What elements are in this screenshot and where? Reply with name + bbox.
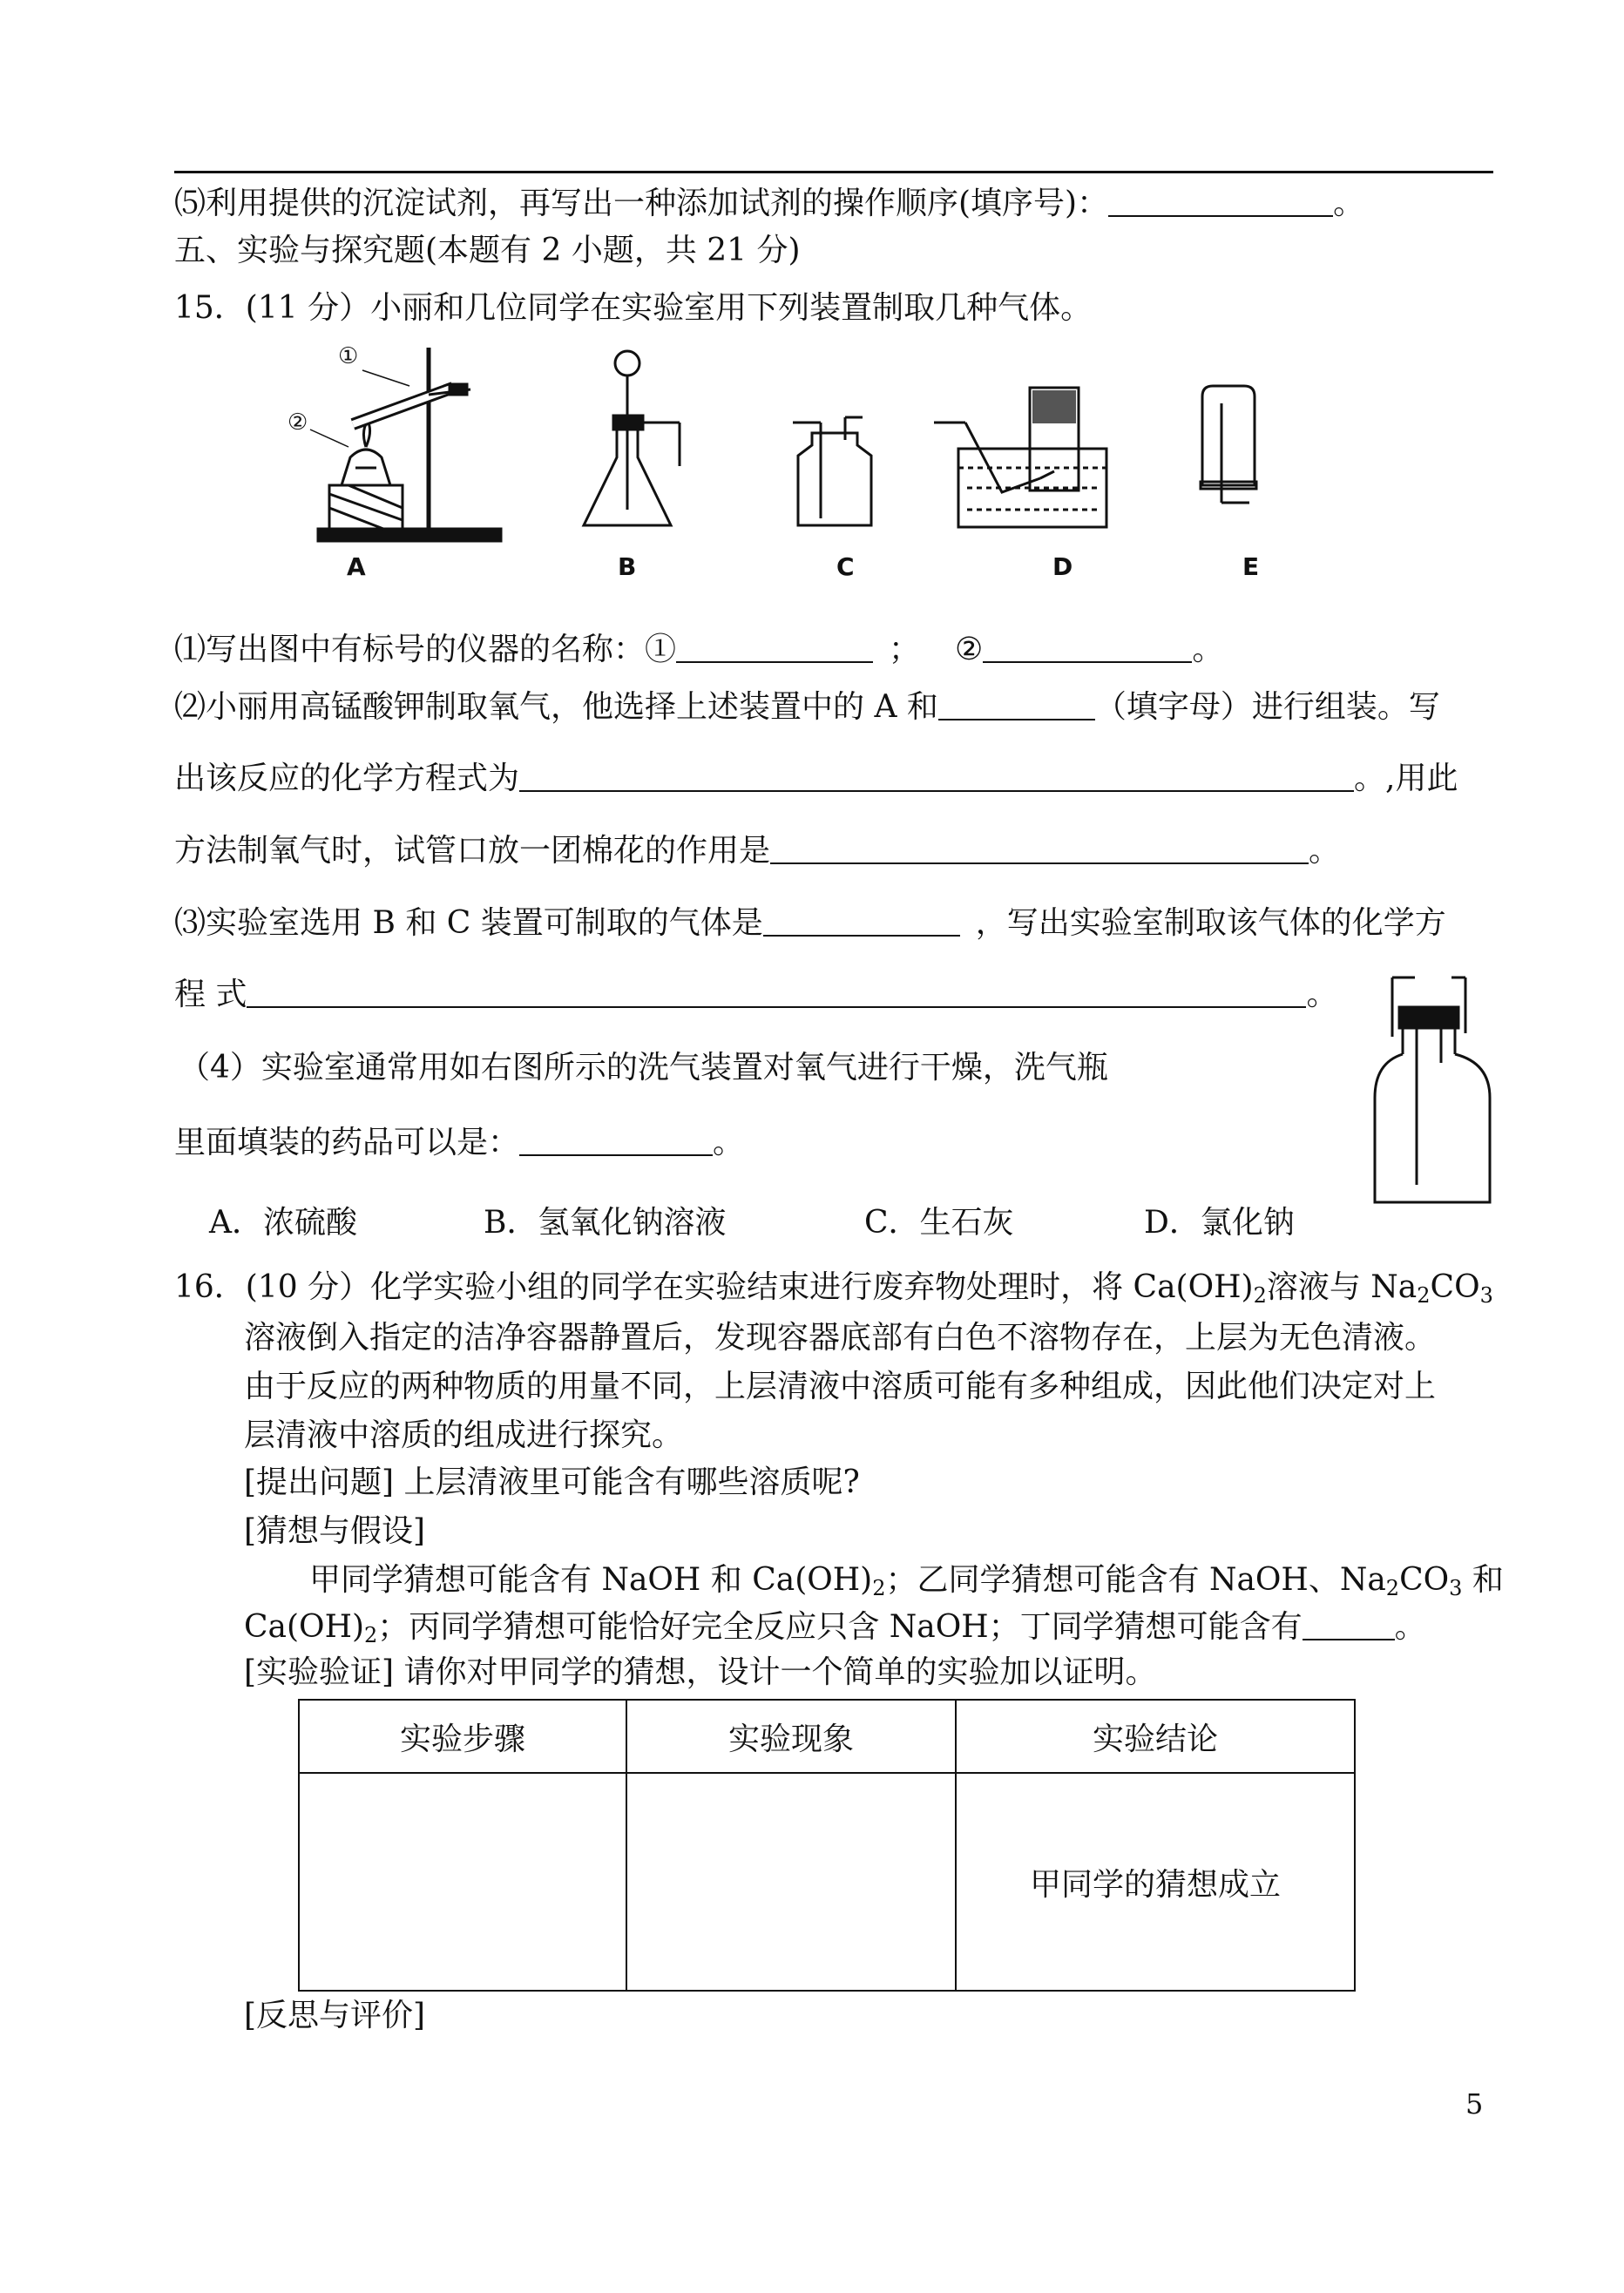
answer-blank[interactable] bbox=[1303, 1609, 1395, 1640]
figure-label-d: D bbox=[1052, 552, 1073, 581]
answer-blank[interactable] bbox=[519, 1125, 713, 1156]
question-16-hypothesis-line2: $Ca(OH)_2$；丙同学猜想可能恰好完全反应只含 NaOH；丁同学猜想可能含有 。 bbox=[244, 1609, 1426, 1647]
table-cell-conclusion: 甲同学的猜想成立 bbox=[956, 1773, 1355, 1991]
q15-part2-equation: 出该反应的化学方程式为 。,用此 bbox=[174, 761, 1458, 796]
header-rule bbox=[174, 171, 1493, 173]
option-a[interactable]: A．浓硫酸 bbox=[209, 1205, 357, 1241]
option-d[interactable]: D．氯化钠 bbox=[1144, 1205, 1295, 1241]
answer-blank[interactable] bbox=[770, 833, 1309, 864]
option-c[interactable]: C．生石灰 bbox=[864, 1205, 1014, 1241]
figure-label-e: E bbox=[1242, 552, 1260, 581]
apparatus-b bbox=[584, 351, 680, 525]
marker-2: ② bbox=[288, 409, 308, 436]
q15-part3-equation: 程 式 。 bbox=[174, 977, 1338, 1012]
question-15-title: 15．(11 分）小丽和几位同学在实验室用下列装置制取几种气体。 bbox=[174, 290, 1093, 326]
table-header-steps: 实验步骤 bbox=[299, 1700, 626, 1773]
answer-blank[interactable] bbox=[983, 632, 1192, 663]
apparatus-figure bbox=[288, 335, 1316, 588]
apparatus-c bbox=[793, 417, 871, 525]
section-title: 五、实验与探究题(本题有 2 小题，共 21 分) bbox=[174, 233, 801, 268]
question-16-line4: 层清液中溶质的组成进行探究。 bbox=[244, 1417, 684, 1453]
answer-blank[interactable] bbox=[938, 689, 1095, 720]
gas-washing-bottle-figure bbox=[1368, 967, 1499, 1211]
table-cell-phenomenon[interactable] bbox=[626, 1773, 956, 1991]
question-16-line1: 16．(10 分）化学实验小组的同学在实验结束进行废弃物处理时，将 $Ca(OH)_2$溶液与 $Na_2CO_3$ bbox=[174, 1269, 1493, 1308]
q5-line: ⑸利用提供的沉淀试剂，再写出一种添加试剂的操作顺序(填序号)： 。 bbox=[174, 186, 1365, 221]
question-16-hypothesis-title: [猜想与假设] bbox=[244, 1513, 426, 1549]
q15-part3: ⑶实验室选用 B 和 C 装置可制取的气体是 ，写出实验室制取该气体的化学方 bbox=[174, 905, 1446, 941]
question-16-line3: 由于反应的两种物质的用量不同，上层清液中溶质可能有多种组成，因此他们决定对上 bbox=[244, 1369, 1437, 1404]
page-number: 5 bbox=[1465, 2087, 1484, 2121]
q15-part4: （4）实验室通常用如右图所示的洗气装置对氧气进行干燥，洗气瓶 bbox=[179, 1050, 1108, 1086]
question-16-hypothesis-line1: 甲同学猜想可能含有 NaOH 和 $Ca(OH)_2$；乙同学猜想可能含有 NaOH、$Na_2CO_3$ 和 bbox=[309, 1562, 1504, 1600]
table-header-conclusion: 实验结论 bbox=[956, 1700, 1355, 1773]
q15-part1: ⑴写出图中有标号的仪器的名称：① ； ② 。 bbox=[174, 632, 1224, 667]
q15-part4-answer: 里面填装的药品可以是： 。 bbox=[174, 1125, 745, 1160]
figure-label-b: B bbox=[618, 552, 637, 581]
marker-1: ① bbox=[338, 343, 359, 369]
q15-part2: ⑵小丽用高锰酸钾制取氧气，他选择上述装置中的 A 和 （填字母）进行组装。写 bbox=[174, 689, 1440, 725]
option-b[interactable]: B．氢氧化钠溶液 bbox=[484, 1205, 727, 1241]
figure-label-a: A bbox=[347, 552, 366, 581]
apparatus-d bbox=[934, 388, 1106, 527]
question-16-line2: 溶液倒入指定的洁净容器静置后，发现容器底部有白色不溶物存在，上层为无色清液。 bbox=[244, 1320, 1437, 1356]
answer-blank[interactable] bbox=[763, 905, 960, 937]
question-16-verify: [实验验证] 请你对甲同学的猜想，设计一个简单的实验加以证明。 bbox=[244, 1654, 1157, 1690]
q15-part2-cotton: 方法制氧气时，试管口放一团棉花的作用是 。 bbox=[174, 833, 1341, 869]
table-header-phenomenon: 实验现象 bbox=[626, 1700, 956, 1773]
answer-blank[interactable] bbox=[247, 977, 1306, 1008]
experiment-table bbox=[298, 1699, 1356, 1992]
answer-blank[interactable] bbox=[519, 761, 1354, 792]
apparatus-e bbox=[1201, 386, 1256, 503]
question-16-question: [提出问题] 上层清液里可能含有哪些溶质呢? bbox=[244, 1464, 860, 1500]
figure-label-c: C bbox=[836, 552, 855, 581]
apparatus-a bbox=[310, 348, 501, 541]
answer-blank[interactable] bbox=[676, 632, 873, 663]
question-16-reflect: [反思与评价] bbox=[244, 1998, 426, 2033]
table-cell-steps[interactable] bbox=[299, 1773, 626, 1991]
answer-blank[interactable] bbox=[1108, 186, 1333, 217]
